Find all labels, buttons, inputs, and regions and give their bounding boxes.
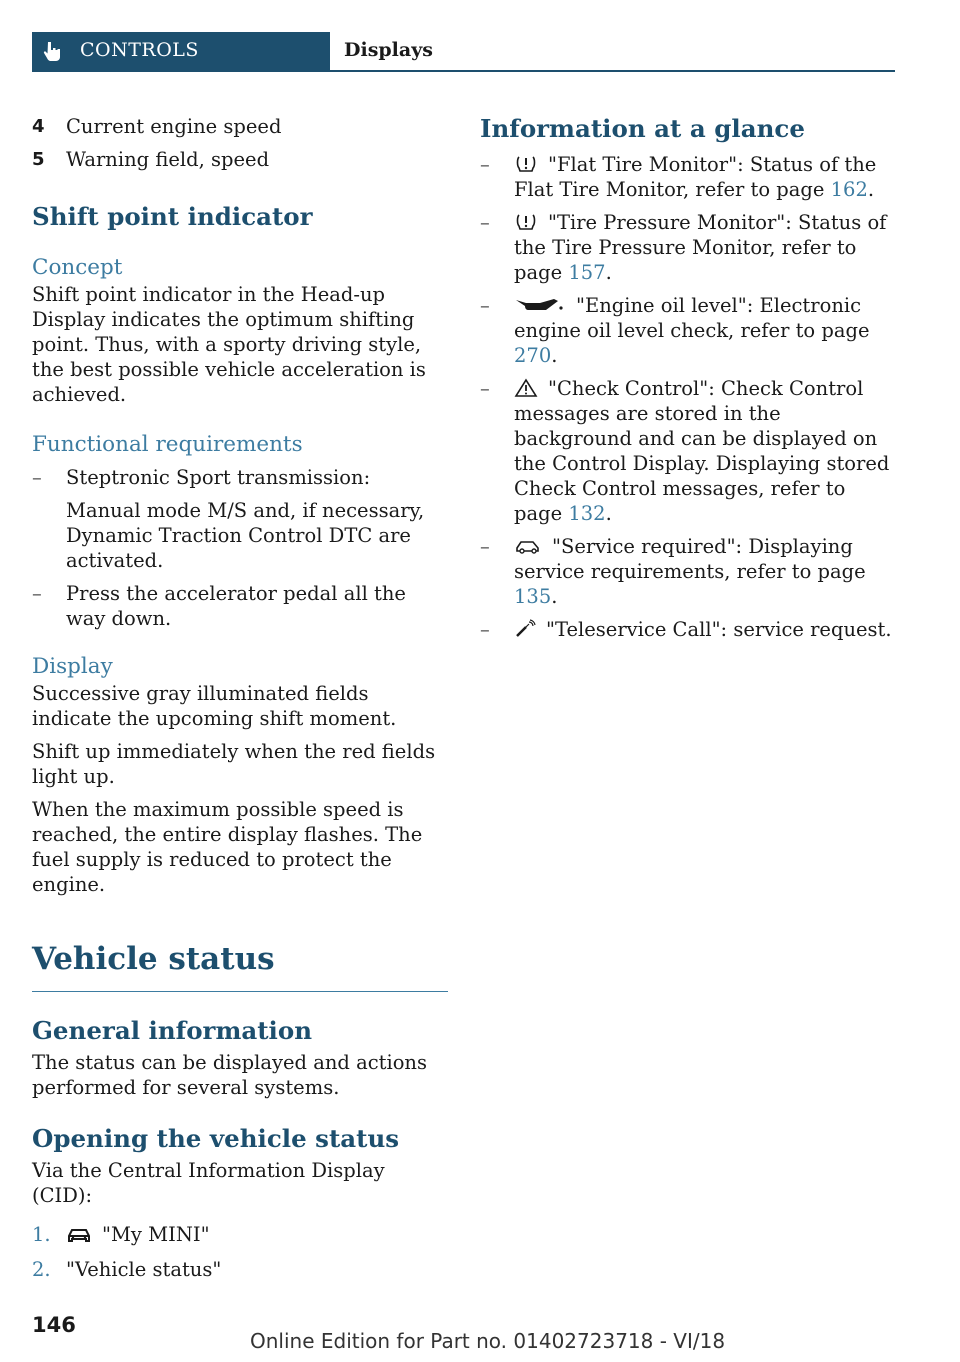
concept-heading: Concept	[32, 255, 123, 280]
item-tail: .	[605, 502, 612, 525]
oil-can-icon	[514, 295, 566, 315]
display-heading: Display	[32, 654, 113, 679]
page-section-title: Displays	[344, 39, 433, 61]
page-link[interactable]: 157	[568, 261, 606, 284]
item-text: "Flat Tire Monitor": Status of the Flat Tire Monitor, refer to page	[514, 153, 877, 201]
bullet-dash: –	[480, 153, 490, 176]
general-text: The status can be displayed and actions performed for several systems.	[32, 1051, 427, 1099]
bullet-dash: –	[480, 535, 490, 558]
step-item	[32, 1222, 448, 1247]
page-link[interactable]: 162	[830, 178, 868, 201]
heading-rule	[32, 991, 448, 992]
page-link[interactable]: 135	[514, 585, 552, 608]
bullet-dash: –	[480, 211, 490, 234]
item-tail: .	[867, 178, 875, 201]
bullet-dash: –	[32, 582, 42, 605]
item-text: Warning field, speed	[66, 148, 270, 171]
tire-warning-icon	[514, 212, 538, 232]
list-item	[32, 147, 448, 172]
list-item	[480, 293, 896, 368]
list-item	[32, 465, 448, 490]
bullet-dash: –	[480, 377, 490, 400]
pointing-hand-icon	[41, 40, 63, 62]
list-item	[32, 114, 448, 139]
step-number: 1.	[32, 1223, 51, 1246]
car-icon	[66, 1226, 92, 1244]
item-text: Steptronic Sport transmission:	[66, 466, 371, 489]
list-item	[480, 534, 896, 609]
step-item	[32, 1257, 448, 1282]
item-number: 4	[32, 116, 45, 137]
item-text: "Teleservice Call": service request.	[546, 618, 892, 641]
list-item	[480, 376, 896, 526]
page-link[interactable]: 270	[514, 344, 552, 367]
section-label: CONTROLS	[80, 39, 199, 61]
step-text: "My MINI"	[102, 1223, 210, 1246]
item-text: Press the accelerator pedal all the way down.	[66, 582, 406, 630]
step-text: "Vehicle status"	[66, 1258, 222, 1281]
sub-paragraph: Manual mode M/S and, if necessary, Dynamic Traction Control DTC are activated.	[66, 499, 425, 572]
step-number: 2.	[32, 1258, 51, 1281]
service-car-icon	[514, 536, 542, 556]
item-text: "Tire Pressure Monitor": Status of the Tire Pressure Monitor, refer to page	[514, 211, 887, 284]
item-text: "Engine oil level": Electronic engine oil level check, refer to page	[514, 294, 870, 342]
list-item	[32, 581, 448, 631]
concept-text: Shift point indicator in the Head-up Display indicates the optimum shifting point. Thus, with a sporty driving style, the best possible vehicle acceleration is achieved.	[32, 283, 426, 406]
right-column	[480, 114, 896, 650]
item-number: 5	[32, 149, 45, 170]
page-header	[32, 32, 895, 72]
item-text: Current engine speed	[66, 115, 282, 138]
item-tail: .	[605, 261, 612, 284]
teleservice-wrench-icon	[514, 619, 536, 639]
item-text: "Check Control": Check Control messages are stored in the background and can be displayed on the Control Display. Displaying stored Check Control messages, refer to page	[514, 377, 890, 525]
list-item	[480, 210, 896, 285]
section-tab	[32, 32, 330, 70]
page-link[interactable]: 132	[568, 502, 606, 525]
display-paragraph: Successive gray illuminated fields indicate the upcoming shift moment.	[32, 682, 397, 730]
shift-indicator-heading: Shift point indicator	[32, 202, 313, 231]
bullet-dash: –	[480, 618, 490, 641]
item-tail: .	[551, 344, 558, 367]
display-paragraph: Shift up immediately when the red fields light up.	[32, 740, 436, 788]
list-item	[480, 617, 896, 642]
tire-warning-icon	[514, 154, 538, 174]
footer-edition-text: Online Edition for Part no. 01402723718 - VI/18	[250, 1329, 726, 1353]
functional-requirements-heading: Functional requirements	[32, 432, 303, 457]
page-number: 146	[32, 1313, 76, 1337]
general-information-heading: General information	[32, 1016, 313, 1045]
item-tail: .	[551, 585, 558, 608]
left-column	[32, 114, 448, 1292]
opening-text: Via the Central Information Display (CID):	[32, 1159, 385, 1207]
item-text: "Service required": Displaying service requirements, refer to page	[514, 535, 866, 583]
warning-triangle-icon	[514, 378, 538, 398]
display-paragraph: When the maximum possible speed is reached, the entire display flashes. The fuel supply is reduced to protect the engine.	[32, 798, 423, 896]
list-item	[480, 152, 896, 202]
bullet-dash: –	[480, 294, 490, 317]
vehicle-status-heading: Vehicle status	[32, 941, 275, 977]
opening-vehicle-status-heading: Opening the vehicle status	[32, 1124, 400, 1153]
information-at-a-glance-heading: Information at a glance	[480, 114, 805, 143]
bullet-dash: –	[32, 466, 42, 489]
